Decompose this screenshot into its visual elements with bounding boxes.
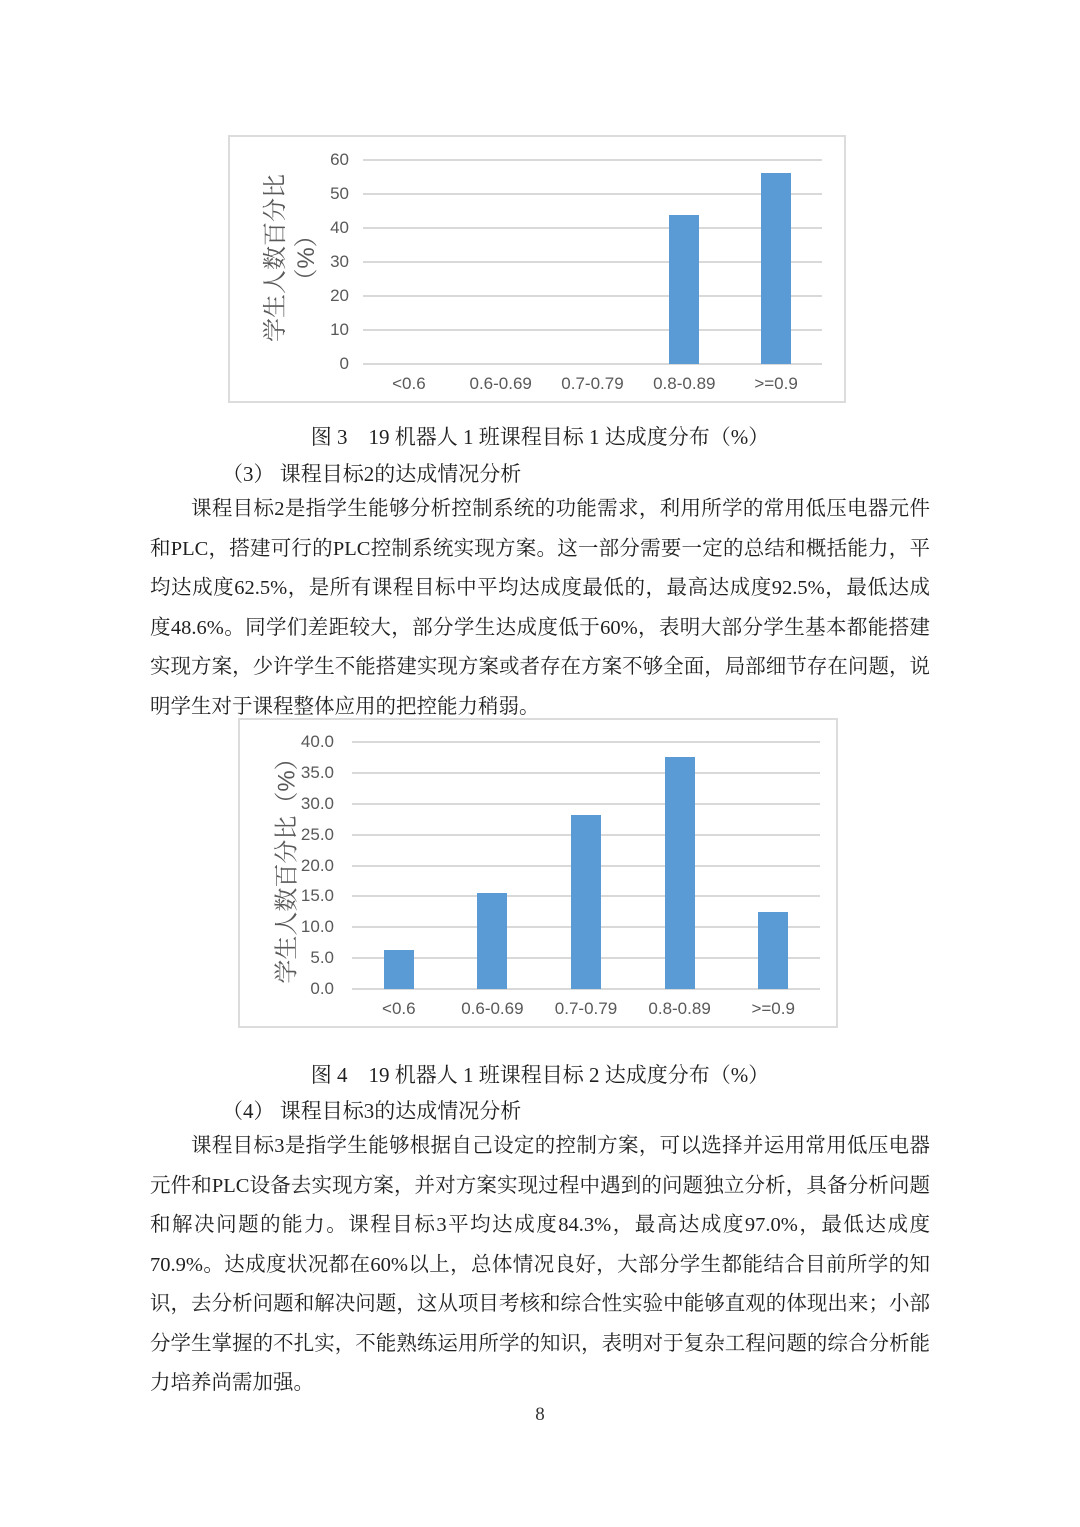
y-axis-title: [272, 746, 303, 983]
x-category-label: 0.8-0.89: [648, 999, 711, 1018]
section4-paragraph: 课程目标3是指学生能够根据自己设定的控制方案，可以选择并运用常用低压电器元件和PLC设备去实现方案，并对方案实现过程中遇到的问题独立分析，具备分析问题和解决问题的能力。课程目标3平均达成度84.3%，最高达成度97.0%，最低达成度70.9%。达成度状况都在60%以上，总体情况良好，大部分学生都能结合目前所学的知识，去分析问题和解决问题，这从项目考核和综合性实验中能够直观的体现出来；小部分学生掌握的不扎实，不能熟练运用所学的知识，表明对于复杂工程问题的综合分析能力培养尚需加强。: [150, 1135, 930, 1394]
bar-0.8-0.89: [669, 215, 699, 364]
y-tick-label: 0.0: [310, 979, 334, 998]
section4-heading: （4） 课程目标3的达成情况分析: [222, 1099, 522, 1123]
gridline: [352, 803, 820, 805]
y-tick-label: 15.0: [300, 886, 334, 906]
x-category-label: 0.6-0.69: [469, 374, 532, 393]
y-tick-label: 50: [330, 184, 349, 203]
y-tick-label: 30: [330, 252, 349, 271]
y-tick-label: 0: [339, 354, 349, 373]
bar->=0.9: [761, 173, 791, 364]
gridline: [363, 261, 822, 263]
x-category-label: <0.6: [392, 374, 426, 393]
y-tick-label: 10: [330, 320, 349, 339]
y-tick-label: 25.0: [300, 824, 334, 844]
x-category-label: >=0.9: [751, 999, 795, 1018]
gridline: [363, 329, 822, 331]
y-axis-title: [260, 174, 322, 342]
y-tick-label: 20: [330, 286, 349, 305]
y-axis-title-line: 学生人数百分比（%）: [273, 746, 301, 984]
bar-0.6-0.69: [477, 893, 507, 989]
page-number: 8: [535, 1404, 545, 1425]
y-axis-title-line: 学生人数百分比: [262, 174, 289, 342]
bar-<0.6: [384, 950, 414, 989]
y-tick-label: 35.0: [300, 762, 334, 782]
y-tick-label: 5.0: [310, 948, 334, 968]
y-tick-label: 60: [330, 150, 349, 169]
y-tick-label: 30.0: [300, 793, 334, 813]
figure3-caption: 图 3 19 机器人 1 班课程目标 1 达成度分布（%）: [310, 425, 770, 449]
x-category-label: <0.6: [382, 999, 416, 1018]
x-category-label: 0.6-0.69: [461, 999, 524, 1018]
gridline: [352, 741, 820, 743]
gridline: [363, 193, 822, 195]
gridline: [352, 772, 820, 774]
y-tick-label: 20.0: [300, 855, 334, 875]
gridline: [363, 295, 822, 297]
x-category-label: 0.7-0.79: [554, 999, 618, 1018]
figure3-bar-chart: [228, 135, 846, 403]
y-axis-title-line: （%）: [293, 223, 320, 293]
bar-0.8-0.89: [665, 757, 695, 989]
x-category-label: >=0.9: [754, 374, 798, 393]
bar-0.7-0.79: [571, 815, 601, 989]
section3-paragraph: 课程目标2是指学生能够分析控制系统的功能需求，利用所学的常用低压电器元件和PLC，搭建可行的PLC控制系统实现方案。这一部分需要一定的总结和概括能力，平均达成度62.5%，是所有课程目标中平均达成度最低的，最高达成度92.5%，最低达成度48.6%。同学们差距较大，部分学生达成度低于60%，表明大部分学生基本都能搭建实现方案，少许学生不能搭建实现方案或者存在方案不够全面，局部细节存在问题，说明学生对于课程整体应用的把控能力稍弱。: [150, 498, 930, 718]
x-category-label: 0.8-0.89: [653, 374, 716, 393]
gridline: [363, 227, 822, 229]
x-category-label: 0.7-0.79: [561, 374, 624, 393]
gridline: [363, 363, 822, 365]
y-tick-label: 40: [330, 218, 349, 237]
section3-heading: （3） 课程目标2的达成情况分析: [222, 462, 522, 486]
figure4-bar-chart: [238, 718, 838, 1028]
y-tick-label: 10.0: [300, 917, 334, 937]
gridline: [363, 159, 822, 161]
y-tick-label: 40.0: [300, 732, 334, 751]
bar->=0.9: [758, 912, 788, 989]
figure4-caption: 图 4 19 机器人 1 班课程目标 2 达成度分布（%）: [310, 1063, 770, 1087]
